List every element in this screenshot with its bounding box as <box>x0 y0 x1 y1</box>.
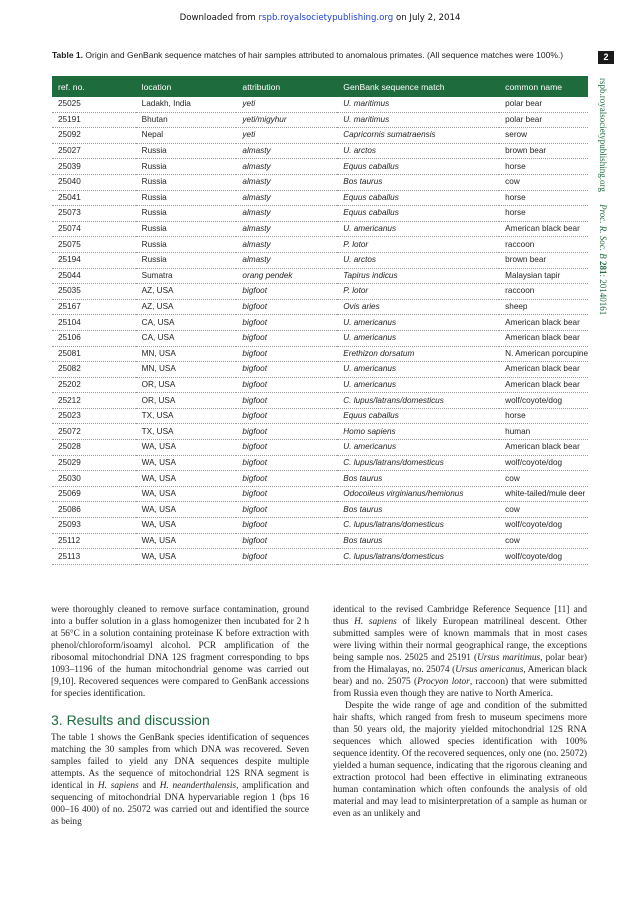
cell-genbank-match: Bos taurus <box>337 533 499 549</box>
cell-common-name: white-tailed/mule deer <box>499 486 588 502</box>
cell-location: WA, USA <box>136 502 237 518</box>
cell-common-name: brown bear <box>499 252 588 268</box>
table-row <box>52 128 588 144</box>
cell-ref-no: 25167 <box>52 299 136 315</box>
cell-common-name: N. American porcupine <box>499 346 588 362</box>
cell-attribution: bigfoot <box>236 424 337 440</box>
cell-location: MN, USA <box>136 346 237 362</box>
cell-common-name: raccoon <box>499 284 588 300</box>
table-row <box>52 330 588 346</box>
cell-common-name: cow <box>499 174 588 190</box>
species-name: H. neanderthalensis <box>159 781 237 791</box>
results-paragraph <box>51 732 309 828</box>
table-row <box>52 97 588 112</box>
cell-ref-no: 25023 <box>52 408 136 424</box>
discussion-text-3: , polar bear) from the Himalayas, no. 25074 ( <box>333 653 587 675</box>
table-row <box>52 206 588 222</box>
species-name: Ursus maritimus <box>477 653 541 663</box>
table-row <box>52 237 588 253</box>
cell-location: WA, USA <box>136 533 237 549</box>
cell-attribution: orang pendek <box>236 268 337 284</box>
table-row <box>52 284 588 300</box>
table-header-row <box>52 76 588 97</box>
table-row <box>52 221 588 237</box>
cell-location: Russia <box>136 190 237 206</box>
cell-genbank-match: U. americanus <box>337 362 499 378</box>
cell-common-name: cow <box>499 471 588 487</box>
cell-ref-no: 25073 <box>52 206 136 222</box>
cell-attribution: bigfoot <box>236 486 337 502</box>
table-row <box>52 393 588 409</box>
cell-ref-no: 25072 <box>52 424 136 440</box>
table-row <box>52 471 588 487</box>
cell-common-name: wolf/coyote/dog <box>499 549 588 565</box>
cell-ref-no: 25112 <box>52 533 136 549</box>
cell-location: Russia <box>136 174 237 190</box>
cell-attribution: bigfoot <box>236 455 337 471</box>
cell-common-name: wolf/coyote/dog <box>499 393 588 409</box>
cell-ref-no: 25212 <box>52 393 136 409</box>
cell-genbank-match: Erethizon dorsatum <box>337 346 499 362</box>
cell-ref-no: 25202 <box>52 377 136 393</box>
cell-ref-no: 25086 <box>52 502 136 518</box>
cell-location: TX, USA <box>136 424 237 440</box>
cell-location: WA, USA <box>136 549 237 565</box>
cell-genbank-match: U. maritimus <box>337 97 499 112</box>
cell-genbank-match: Bos taurus <box>337 471 499 487</box>
cell-genbank-match: C. lupus/latrans/domesticus <box>337 549 499 565</box>
cell-ref-no: 25104 <box>52 315 136 331</box>
cell-genbank-match: C. lupus/latrans/domesticus <box>337 455 499 471</box>
cell-ref-no: 25074 <box>52 221 136 237</box>
cell-ref-no: 25027 <box>52 143 136 159</box>
cell-location: Russia <box>136 143 237 159</box>
cell-genbank-match: U. americanus <box>337 330 499 346</box>
cell-ref-no: 25092 <box>52 128 136 144</box>
cell-genbank-match: P. lotor <box>337 284 499 300</box>
cell-common-name: wolf/coyote/dog <box>499 518 588 534</box>
results-text-2: and <box>138 781 160 791</box>
species-name: H. sapiens <box>97 781 139 791</box>
table-row <box>52 299 588 315</box>
cell-location: Ladakh, India <box>136 97 237 112</box>
download-prefix: Downloaded from <box>179 13 259 23</box>
cell-attribution: bigfoot <box>236 518 337 534</box>
cell-ref-no: 25030 <box>52 471 136 487</box>
table-caption-text: Origin and GenBank sequence matches of hair samples attributed to anomalous primates. (All sequence matches were 100%.) <box>85 50 564 60</box>
cell-attribution: almasty <box>236 252 337 268</box>
cell-genbank-match: Homo sapiens <box>337 424 499 440</box>
cell-genbank-match: U. americanus <box>337 315 499 331</box>
table-row <box>52 549 588 565</box>
discussion-paragraph-1 <box>333 604 587 700</box>
table-row <box>52 190 588 206</box>
cell-attribution: bigfoot <box>236 330 337 346</box>
table-row <box>52 455 588 471</box>
results-text-3: , amplification and sequencing of mitochondrial DNA hypervariable region 1 (bps 16 000–16 400) of no. 25072 was carried out and identified the source as being <box>51 781 310 827</box>
cell-genbank-match: P. lotor <box>337 237 499 253</box>
cell-attribution: almasty <box>236 190 337 206</box>
cell-ref-no: 25081 <box>52 346 136 362</box>
cell-location: TX, USA <box>136 408 237 424</box>
cell-ref-no: 25044 <box>52 268 136 284</box>
cell-genbank-match: Bos taurus <box>337 502 499 518</box>
cell-common-name: horse <box>499 159 588 175</box>
cell-attribution: almasty <box>236 174 337 190</box>
column-header-ref-no: ref. no. <box>52 76 136 97</box>
cell-location: AZ, USA <box>136 299 237 315</box>
table-row <box>52 174 588 190</box>
cell-ref-no: 25035 <box>52 284 136 300</box>
discussion-text-1: identical to the revised Cambridge Reference Sequence [11] and thus <box>333 605 587 627</box>
page-number: 2 <box>598 51 614 64</box>
cell-location: WA, USA <box>136 486 237 502</box>
cell-attribution: bigfoot <box>236 533 337 549</box>
cell-attribution: yeti <box>236 128 337 144</box>
cell-ref-no: 25029 <box>52 455 136 471</box>
cell-attribution: bigfoot <box>236 440 337 456</box>
column-header-genbank-match: GenBank sequence match <box>337 76 499 97</box>
results-table <box>52 76 588 565</box>
cell-common-name: cow <box>499 502 588 518</box>
discussion-text-5: , raccoon) that were submitted from Russia even though they are native to North America. <box>333 677 587 699</box>
cell-attribution: bigfoot <box>236 408 337 424</box>
cell-ref-no: 25028 <box>52 440 136 456</box>
cell-genbank-match: U. arctos <box>337 252 499 268</box>
table-row <box>52 315 588 331</box>
cell-location: WA, USA <box>136 518 237 534</box>
cell-ref-no: 25039 <box>52 159 136 175</box>
cell-ref-no: 25025 <box>52 97 136 112</box>
methods-paragraph: were thoroughly cleaned to remove surface contamination, ground into a buffer solution in a glass homogenizer then incubated for 2 h at 56°C in a solution containing proteinase K before extraction with phenol/chloroform/isoamyl alcohol. PCR amplification of the ribosomal mitochondrial DNA 12S fragment corresponding to bps 1093–1196 of the human mitochondrial genome was carried out [9,10]. Recovered sequences were compared to GenBank accessions for species identification. <box>51 605 309 699</box>
cell-genbank-match: U. americanus <box>337 377 499 393</box>
cell-location: OR, USA <box>136 393 237 409</box>
cell-ref-no: 25075 <box>52 237 136 253</box>
cell-common-name: cow <box>499 533 588 549</box>
cell-attribution: almasty <box>236 143 337 159</box>
journal-site-link[interactable]: rspb.royalsocietypublishing.org <box>598 78 608 192</box>
species-name: Ursus americanus <box>455 665 524 675</box>
cell-attribution: almasty <box>236 237 337 253</box>
cell-attribution: bigfoot <box>236 377 337 393</box>
cell-common-name: American black bear <box>499 377 588 393</box>
table-row <box>52 502 588 518</box>
cell-attribution: bigfoot <box>236 299 337 315</box>
table-row <box>52 440 588 456</box>
cell-ref-no: 25040 <box>52 174 136 190</box>
species-name: H. sapiens <box>354 617 397 627</box>
download-link[interactable]: rspb.royalsocietypublishing.org <box>258 13 394 23</box>
cell-common-name: horse <box>499 190 588 206</box>
column-header-location: location <box>136 76 237 97</box>
table-row <box>52 159 588 175</box>
cell-attribution: bigfoot <box>236 346 337 362</box>
table-row <box>52 268 588 284</box>
column-header-attribution: attribution <box>236 76 337 97</box>
cell-common-name: polar bear <box>499 112 588 128</box>
cell-location: CA, USA <box>136 330 237 346</box>
cell-location: WA, USA <box>136 455 237 471</box>
cell-ref-no: 25093 <box>52 518 136 534</box>
table-row <box>52 518 588 534</box>
cell-common-name: American black bear <box>499 221 588 237</box>
table-label: Table 1. <box>52 50 84 60</box>
cell-location: Nepal <box>136 128 237 144</box>
cell-ref-no: 25082 <box>52 362 136 378</box>
results-text-1: The table 1 shows the GenBank species identification of sequences matching the 30 samples from which DNA was recovered. Seven samples failed to yield any DNA sequences despite multiple attempts. As the sequence of mitochondrial 12S RNA segment is identical in <box>51 733 309 791</box>
cell-attribution: bigfoot <box>236 362 337 378</box>
cell-attribution: bigfoot <box>236 471 337 487</box>
cell-location: Russia <box>136 252 237 268</box>
cell-common-name: American black bear <box>499 315 588 331</box>
table-body <box>52 97 588 564</box>
cell-common-name: sheep <box>499 299 588 315</box>
table-row <box>52 252 588 268</box>
section-heading: 3. Results and discussion <box>51 712 210 728</box>
table-row <box>52 377 588 393</box>
cell-ref-no: 25194 <box>52 252 136 268</box>
cell-location: WA, USA <box>136 471 237 487</box>
cell-location: WA, USA <box>136 440 237 456</box>
cell-common-name: Malaysian tapir <box>499 268 588 284</box>
cell-genbank-match: Capricornis sumatraensis <box>337 128 499 144</box>
table-row <box>52 143 588 159</box>
species-name: Procyon lotor <box>417 677 470 687</box>
journal-side-header <box>596 78 608 318</box>
download-suffix: on July 2, 2014 <box>393 13 461 23</box>
cell-common-name: horse <box>499 206 588 222</box>
cell-location: Sumatra <box>136 268 237 284</box>
cell-genbank-match: Odocoileus virginianus/hemionus <box>337 486 499 502</box>
cell-location: Russia <box>136 206 237 222</box>
cell-location: Bhutan <box>136 112 237 128</box>
cell-common-name: brown bear <box>499 143 588 159</box>
left-column <box>51 604 309 828</box>
table-caption <box>52 50 592 61</box>
cell-genbank-match: Ovis aries <box>337 299 499 315</box>
cell-genbank-match: Equus caballus <box>337 408 499 424</box>
cell-ref-no: 25069 <box>52 486 136 502</box>
journal-name: Proc. R. Soc. B <box>598 204 608 259</box>
cell-genbank-match: C. lupus/latrans/domesticus <box>337 393 499 409</box>
cell-genbank-match: Equus caballus <box>337 159 499 175</box>
cell-location: CA, USA <box>136 315 237 331</box>
cell-location: AZ, USA <box>136 284 237 300</box>
discussion-text-4: , American black bear) and no. 25075 ( <box>333 665 588 687</box>
cell-attribution: bigfoot <box>236 315 337 331</box>
table-row <box>52 362 588 378</box>
table-row <box>52 486 588 502</box>
cell-common-name: horse <box>499 408 588 424</box>
cell-genbank-match: U. maritimus <box>337 112 499 128</box>
cell-genbank-match: U. americanus <box>337 440 499 456</box>
cell-attribution: bigfoot <box>236 284 337 300</box>
cell-location: Russia <box>136 159 237 175</box>
cell-common-name: American black bear <box>499 440 588 456</box>
cell-common-name: human <box>499 424 588 440</box>
cell-ref-no: 25106 <box>52 330 136 346</box>
cell-common-name: raccoon <box>499 237 588 253</box>
cell-common-name: American black bear <box>499 362 588 378</box>
discussion-text-2: of likely European matrilineal descent. Other submitted samples were of known mammals that in most cases were living within their normal geographical range, the exceptions being sample nos. 25025 and 25191 ( <box>333 617 587 663</box>
cell-attribution: almasty <box>236 221 337 237</box>
cell-common-name: wolf/coyote/dog <box>499 455 588 471</box>
cell-genbank-match: Equus caballus <box>337 190 499 206</box>
cell-attribution: almasty <box>236 206 337 222</box>
cell-location: Russia <box>136 221 237 237</box>
cell-attribution: bigfoot <box>236 549 337 565</box>
journal-volume: 281 <box>598 260 608 275</box>
discussion-paragraph-2: Despite the wide range of age and condition of the submitted hair shafts, which ranged from fresh to museum specimens more than 50 years old, the majority yielded mitochondrial 12S RNA sequences which allowed species identification with 100% sequence identity. Of the recovered sequences, only one (no. 25072) yielded a human sequence, indicating that the rigorous cleaning and extraction protocol had been effective in eliminating extraneous human contamination which often confounds the analysis of old material and may lead to misinterpretation of a sample as human or even as an unlikely and <box>333 701 587 819</box>
cell-ref-no: 25041 <box>52 190 136 206</box>
cell-genbank-match: C. lupus/latrans/domesticus <box>337 518 499 534</box>
table-row <box>52 408 588 424</box>
table-row <box>52 112 588 128</box>
cell-common-name: American black bear <box>499 330 588 346</box>
cell-attribution: yeti/migyhur <box>236 112 337 128</box>
cell-location: Russia <box>136 237 237 253</box>
cell-attribution: yeti <box>236 97 337 112</box>
cell-location: MN, USA <box>136 362 237 378</box>
journal-article-id: : 20140161 <box>598 274 608 316</box>
cell-genbank-match: U. americanus <box>337 221 499 237</box>
cell-genbank-match: Bos taurus <box>337 174 499 190</box>
table-row <box>52 424 588 440</box>
cell-common-name: serow <box>499 128 588 144</box>
column-header-common-name: common name <box>499 76 588 97</box>
cell-common-name: polar bear <box>499 97 588 112</box>
cell-attribution: bigfoot <box>236 393 337 409</box>
cell-location: OR, USA <box>136 377 237 393</box>
table-row <box>52 533 588 549</box>
cell-attribution: almasty <box>236 159 337 175</box>
cell-genbank-match: U. arctos <box>337 143 499 159</box>
cell-genbank-match: Tapirus indicus <box>337 268 499 284</box>
download-notice <box>0 13 640 23</box>
cell-attribution: bigfoot <box>236 502 337 518</box>
cell-ref-no: 25113 <box>52 549 136 565</box>
cell-genbank-match: Equus caballus <box>337 206 499 222</box>
table-row <box>52 346 588 362</box>
cell-ref-no: 25191 <box>52 112 136 128</box>
right-column <box>333 604 587 820</box>
